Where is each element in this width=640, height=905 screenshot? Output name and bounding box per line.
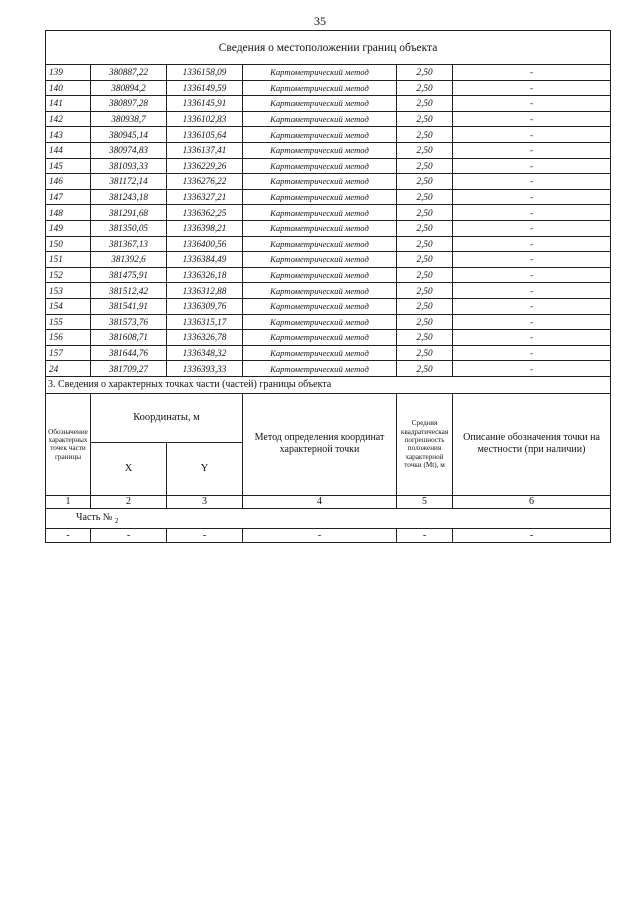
- method-cell: Картометрический метод: [243, 252, 397, 268]
- mt-cell: 2,50: [397, 189, 453, 205]
- table-row: [46, 142, 611, 158]
- method-cell: Картометрический метод: [243, 345, 397, 361]
- dash-cell: -: [91, 528, 167, 542]
- dash-cell: -: [397, 528, 453, 542]
- index-cell: 3: [167, 495, 243, 508]
- mt-cell: 2,50: [397, 220, 453, 236]
- coord-y: 1336327,21: [167, 189, 243, 205]
- point-number: 153: [46, 283, 91, 299]
- header-point: Обозначение характерных точек части границы: [46, 393, 91, 495]
- table-title: Сведения о местоположении границ объекта: [46, 31, 611, 65]
- coord-y: 1336276,22: [167, 174, 243, 190]
- point-number: 154: [46, 298, 91, 314]
- mt-cell: 2,50: [397, 142, 453, 158]
- table-row: [46, 314, 611, 330]
- coord-x: 380974,83: [91, 142, 167, 158]
- mt-cell: 2,50: [397, 111, 453, 127]
- mt-cell: 2,50: [397, 96, 453, 112]
- coord-y: 1336362,25: [167, 205, 243, 221]
- coord-y: 1336137,41: [167, 142, 243, 158]
- dash-cell: -: [453, 528, 611, 542]
- point-number: 140: [46, 80, 91, 96]
- mt-cell: 2,50: [397, 361, 453, 377]
- coord-x: 380897,28: [91, 96, 167, 112]
- point-number: 148: [46, 205, 91, 221]
- dash-cell: -: [243, 528, 397, 542]
- desc-cell: -: [453, 314, 611, 330]
- table-row: [46, 220, 611, 236]
- coord-y: 1336102,83: [167, 111, 243, 127]
- coord-x: 381573,76: [91, 314, 167, 330]
- method-cell: Картометрический метод: [243, 314, 397, 330]
- document-frame: [45, 30, 610, 543]
- section3-title: 3. Сведения о характерных точках части (частей) границы объекта: [46, 376, 611, 393]
- point-number: 156: [46, 330, 91, 346]
- header-x: X: [91, 442, 167, 495]
- coord-y: 1336105,64: [167, 127, 243, 143]
- part-label: [46, 508, 611, 528]
- coord-y: 1336398,21: [167, 220, 243, 236]
- method-cell: Картометрический метод: [243, 361, 397, 377]
- desc-cell: -: [453, 127, 611, 143]
- coord-y: 1336326,78: [167, 330, 243, 346]
- mt-cell: 2,50: [397, 80, 453, 96]
- index-cell: 1: [46, 495, 91, 508]
- header-desc: Описание обозначения точки на местности (при наличии): [453, 393, 611, 495]
- desc-cell: -: [453, 142, 611, 158]
- mt-cell: 2,50: [397, 314, 453, 330]
- point-number: 152: [46, 267, 91, 283]
- point-number: 24: [46, 361, 91, 377]
- coord-y: 1336315,17: [167, 314, 243, 330]
- point-number: 149: [46, 220, 91, 236]
- coord-y: 1336229,26: [167, 158, 243, 174]
- index-cell: 4: [243, 495, 397, 508]
- table-row: [46, 111, 611, 127]
- table-row: [46, 158, 611, 174]
- coord-y: 1336312,88: [167, 283, 243, 299]
- point-number: 141: [46, 96, 91, 112]
- method-cell: Картометрический метод: [243, 189, 397, 205]
- mt-cell: 2,50: [397, 252, 453, 268]
- point-number: 145: [46, 158, 91, 174]
- table-row: [46, 345, 611, 361]
- method-cell: Картометрический метод: [243, 205, 397, 221]
- table-row: [46, 236, 611, 252]
- method-cell: Картометрический метод: [243, 267, 397, 283]
- desc-cell: -: [453, 220, 611, 236]
- coord-y: 1336309,76: [167, 298, 243, 314]
- coord-x: 381243,18: [91, 189, 167, 205]
- method-cell: Картометрический метод: [243, 96, 397, 112]
- table-row: [46, 330, 611, 346]
- index-cell: 6: [453, 495, 611, 508]
- method-cell: Картометрический метод: [243, 174, 397, 190]
- coord-x: 381475,91: [91, 267, 167, 283]
- table-row: [46, 127, 611, 143]
- method-cell: Картометрический метод: [243, 283, 397, 299]
- coord-x: 381350,05: [91, 220, 167, 236]
- point-number: 139: [46, 65, 91, 81]
- header-method: Метод определения координат характерной точки: [243, 393, 397, 495]
- method-cell: Картометрический метод: [243, 127, 397, 143]
- coord-x: 381512,42: [91, 283, 167, 299]
- part-number: 2: [114, 516, 119, 525]
- desc-cell: -: [453, 361, 611, 377]
- mt-cell: 2,50: [397, 298, 453, 314]
- desc-cell: -: [453, 252, 611, 268]
- method-cell: Картометрический метод: [243, 65, 397, 81]
- method-cell: Картометрический метод: [243, 111, 397, 127]
- desc-cell: -: [453, 65, 611, 81]
- coord-y: 1336384,49: [167, 252, 243, 268]
- coord-y: 1336149,59: [167, 80, 243, 96]
- page-number: 35: [314, 14, 326, 28]
- point-number: 142: [46, 111, 91, 127]
- coord-x: 381392,6: [91, 252, 167, 268]
- mt-cell: 2,50: [397, 65, 453, 81]
- point-number: 151: [46, 252, 91, 268]
- method-cell: Картометрический метод: [243, 142, 397, 158]
- table-row: [46, 189, 611, 205]
- coord-y: 1336393,33: [167, 361, 243, 377]
- coord-x: 381291,68: [91, 205, 167, 221]
- mt-cell: 2,50: [397, 283, 453, 299]
- mt-cell: 2,50: [397, 158, 453, 174]
- point-number: 150: [46, 236, 91, 252]
- point-number: 155: [46, 314, 91, 330]
- coord-x: 381608,71: [91, 330, 167, 346]
- mt-cell: 2,50: [397, 330, 453, 346]
- coord-x: 381367,13: [91, 236, 167, 252]
- coord-x: 381172,14: [91, 174, 167, 190]
- coord-x: 381644,76: [91, 345, 167, 361]
- coord-y: 1336348,32: [167, 345, 243, 361]
- table-row: [46, 361, 611, 377]
- coord-y: 1336145,91: [167, 96, 243, 112]
- desc-cell: -: [453, 174, 611, 190]
- part-label-text: Часть №: [76, 511, 113, 523]
- method-cell: Картометрический метод: [243, 80, 397, 96]
- point-number: 143: [46, 127, 91, 143]
- desc-cell: -: [453, 205, 611, 221]
- table-row: [46, 96, 611, 112]
- desc-cell: -: [453, 158, 611, 174]
- boundary-table: [45, 30, 611, 377]
- desc-cell: -: [453, 96, 611, 112]
- index-cell: 2: [91, 495, 167, 508]
- coord-x: 380945,14: [91, 127, 167, 143]
- method-cell: Картометрический метод: [243, 220, 397, 236]
- point-number: 144: [46, 142, 91, 158]
- point-number: 146: [46, 174, 91, 190]
- desc-cell: -: [453, 283, 611, 299]
- desc-cell: -: [453, 345, 611, 361]
- desc-cell: -: [453, 267, 611, 283]
- coord-y: 1336158,09: [167, 65, 243, 81]
- coord-y: 1336326,18: [167, 267, 243, 283]
- desc-cell: -: [453, 189, 611, 205]
- method-cell: Картометрический метод: [243, 298, 397, 314]
- table-row: [46, 267, 611, 283]
- desc-cell: -: [453, 80, 611, 96]
- coord-x: 381541,91: [91, 298, 167, 314]
- desc-cell: -: [453, 111, 611, 127]
- coord-x: 381709,27: [91, 361, 167, 377]
- coord-x: 380938,7: [91, 111, 167, 127]
- table-row: [46, 80, 611, 96]
- point-number: 147: [46, 189, 91, 205]
- mt-cell: 2,50: [397, 236, 453, 252]
- section3-table: [45, 376, 611, 543]
- method-cell: Картометрический метод: [243, 158, 397, 174]
- dash-cell: -: [167, 528, 243, 542]
- table-row: [46, 174, 611, 190]
- mt-cell: 2,50: [397, 205, 453, 221]
- header-mt: Средняя квадратическая погрешность положения характерной точки (Мt), м: [397, 393, 453, 495]
- desc-cell: -: [453, 236, 611, 252]
- table-row: [46, 298, 611, 314]
- index-cell: 5: [397, 495, 453, 508]
- point-number: 157: [46, 345, 91, 361]
- coord-x: 381093,33: [91, 158, 167, 174]
- mt-cell: 2,50: [397, 345, 453, 361]
- method-cell: Картометрический метод: [243, 330, 397, 346]
- table-row: [46, 65, 611, 81]
- mt-cell: 2,50: [397, 174, 453, 190]
- mt-cell: 2,50: [397, 127, 453, 143]
- coord-y: 1336400,56: [167, 236, 243, 252]
- header-y: Y: [167, 442, 243, 495]
- mt-cell: 2,50: [397, 267, 453, 283]
- table-row: [46, 252, 611, 268]
- desc-cell: -: [453, 330, 611, 346]
- header-coords: Координаты, м: [91, 393, 243, 442]
- coord-x: 380894,2: [91, 80, 167, 96]
- dash-cell: -: [46, 528, 91, 542]
- method-cell: Картометрический метод: [243, 236, 397, 252]
- table-row: [46, 205, 611, 221]
- table-row: [46, 283, 611, 299]
- desc-cell: -: [453, 298, 611, 314]
- coord-x: 380887,22: [91, 65, 167, 81]
